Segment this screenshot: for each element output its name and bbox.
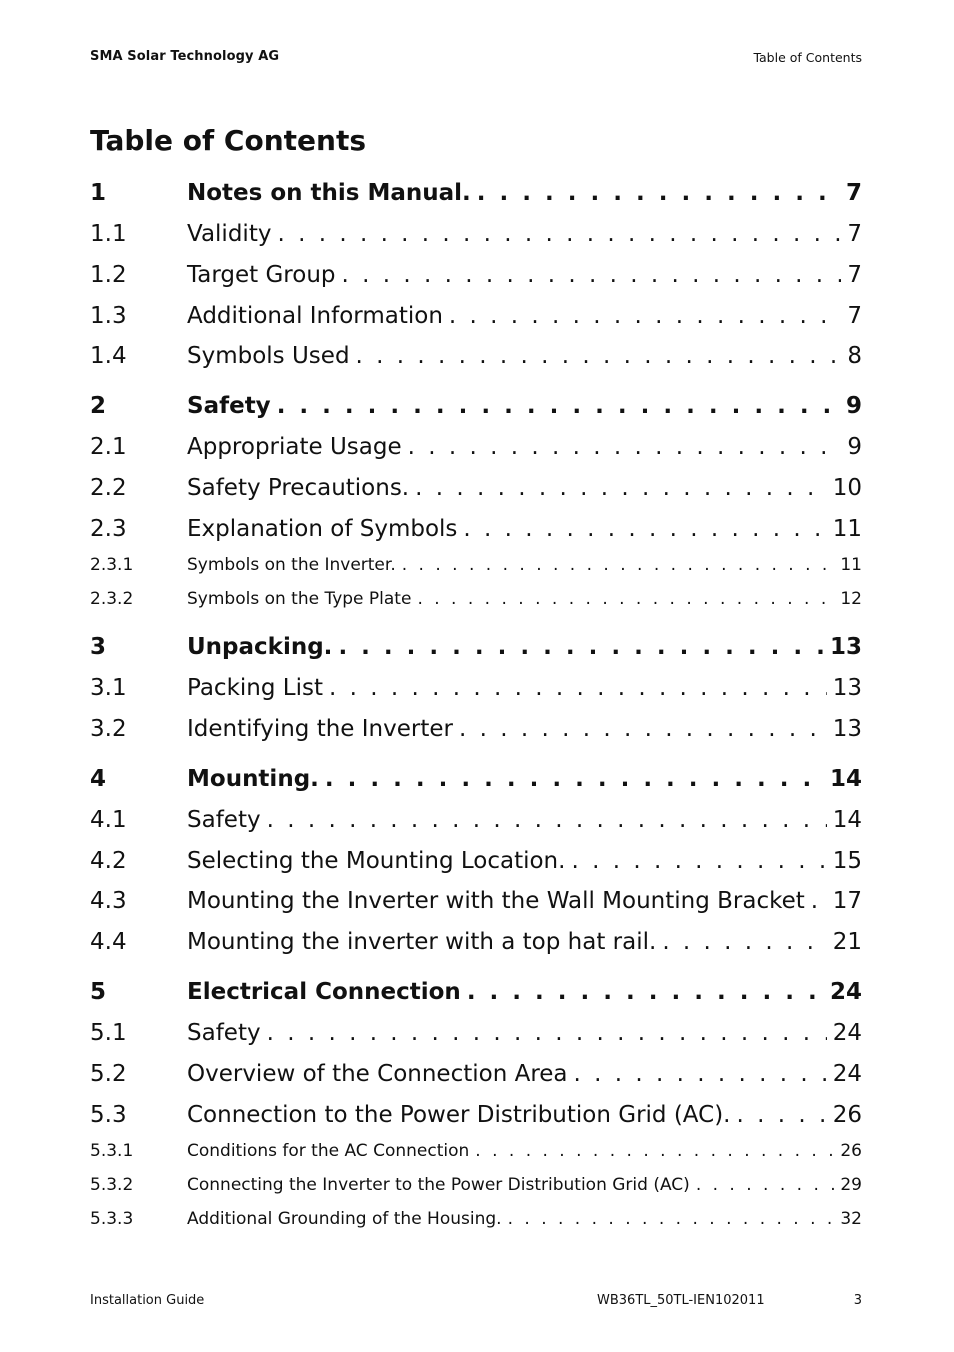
- toc-dot-leader: [277, 393, 840, 419]
- company-name: SMA Solar Technology AG: [90, 49, 280, 64]
- toc-entry-title: Mounting the inverter with a top hat rail.: [187, 929, 657, 955]
- toc-entry-page: 29: [840, 1175, 862, 1195]
- toc-entry-page: 11: [832, 516, 862, 542]
- toc-entry-page: 11: [840, 555, 862, 575]
- toc-entry-number: 4.3: [90, 888, 127, 914]
- toc-entry-number: 1.4: [90, 343, 127, 369]
- toc-entry-title: Overview of the Connection Area: [187, 1061, 568, 1087]
- toc-entry-number: 1.1: [90, 221, 127, 247]
- toc-dot-leader: [338, 634, 824, 660]
- toc-entry-number: 5.3: [90, 1102, 127, 1128]
- toc-entry-title: Target Group: [187, 262, 336, 288]
- toc-entry-page: 14: [829, 766, 862, 792]
- toc-entry-number: 3: [90, 634, 107, 660]
- toc-entry-page: 13: [832, 716, 862, 742]
- toc-entry-title: Safety: [187, 393, 271, 419]
- toc-entry-page: 26: [832, 1102, 862, 1128]
- toc-entry-number: 2.3.2: [90, 589, 134, 609]
- toc-entry-2-3-1[interactable]: [90, 555, 862, 575]
- toc-entry-4-4[interactable]: [90, 929, 862, 955]
- toc-entry-page: 32: [840, 1209, 862, 1229]
- toc-entry-4-2[interactable]: [90, 848, 862, 874]
- toc-entry-5-3-3[interactable]: [90, 1209, 862, 1229]
- toc-dot-leader: [571, 848, 826, 874]
- toc-entry-5[interactable]: [90, 979, 862, 1005]
- toc-entry-2-3[interactable]: [90, 516, 862, 542]
- toc-entry-1-2[interactable]: [90, 262, 862, 288]
- toc-entry-2-2[interactable]: [90, 475, 862, 501]
- footer-page-number: 3: [853, 1293, 862, 1308]
- toc-entry-page: 9: [845, 393, 862, 419]
- toc-entry-page: 7: [847, 221, 862, 247]
- toc-entry-page: 24: [832, 1020, 862, 1046]
- toc-dot-leader: [662, 929, 826, 955]
- toc-entry-number: 5: [90, 979, 107, 1005]
- toc-entry-title: Connecting the Inverter to the Power Distribution Grid (AC): [187, 1175, 690, 1195]
- toc-entry-5-3[interactable]: [90, 1102, 862, 1128]
- toc-entry-number: 4.4: [90, 929, 127, 955]
- toc-entry-title: Safety: [187, 807, 261, 833]
- toc-entry-page: 8: [847, 343, 862, 369]
- toc-entry-2-1[interactable]: [90, 434, 862, 460]
- header-section-title: Table of Contents: [753, 50, 862, 65]
- toc-entry-title: Electrical Connection: [187, 979, 461, 1005]
- toc-dot-leader: [467, 979, 824, 1005]
- toc-entry-1-1[interactable]: [90, 221, 862, 247]
- toc-dot-leader: [329, 675, 827, 701]
- toc-dot-leader: [267, 807, 827, 833]
- toc-entry-number: 5.1: [90, 1020, 127, 1046]
- toc-entry-number: 1.3: [90, 303, 127, 329]
- toc-entry-5-3-1[interactable]: [90, 1141, 862, 1161]
- toc-dot-leader: [415, 475, 827, 501]
- toc-dot-leader: [696, 1175, 835, 1195]
- toc-dot-leader: [477, 180, 840, 206]
- toc-dot-leader: [449, 303, 841, 329]
- toc-dot-leader: [736, 1102, 826, 1128]
- toc-dot-leader: [342, 262, 842, 288]
- toc-entry-title: Additional Grounding of the Housing.: [187, 1209, 502, 1229]
- toc-entry-number: 3.2: [90, 716, 127, 742]
- toc-entry-5-3-2[interactable]: [90, 1175, 862, 1195]
- toc-entry-4-1[interactable]: [90, 807, 862, 833]
- toc-dot-leader: [267, 1020, 827, 1046]
- toc-entry-page: 14: [832, 807, 862, 833]
- toc-entry-number: 5.3.1: [90, 1141, 134, 1161]
- toc-entry-1-4[interactable]: [90, 343, 862, 369]
- toc-entry-number: 4: [90, 766, 107, 792]
- toc-entry-number: 3.1: [90, 675, 127, 701]
- toc-entry-page: 7: [845, 180, 862, 206]
- toc-entry-title: Connection to the Power Distribution Grid (AC).: [187, 1102, 731, 1128]
- toc-entry-number: 2.3: [90, 516, 127, 542]
- toc-entry-title: Additional Information: [187, 303, 443, 329]
- toc-entry-5-1[interactable]: [90, 1020, 862, 1046]
- toc-entry-title: Packing List: [187, 675, 323, 701]
- toc-entry-page: 21: [832, 929, 862, 955]
- toc-entry-5-2[interactable]: [90, 1061, 862, 1087]
- toc-entry-title: Validity: [187, 221, 272, 247]
- page-title: Table of Contents: [90, 124, 367, 157]
- toc-dot-leader: [356, 343, 842, 369]
- toc-dot-leader: [475, 1141, 834, 1161]
- toc-entry-page: 24: [832, 1061, 862, 1087]
- toc-entry-title: Notes on this Manual.: [187, 180, 471, 206]
- toc-entry-title: Explanation of Symbols: [187, 516, 458, 542]
- toc-entry-page: 24: [829, 979, 862, 1005]
- toc-entry-title: Symbols Used: [187, 343, 350, 369]
- toc-entry-title: Identifying the Inverter: [187, 716, 453, 742]
- toc-dot-leader: [408, 434, 842, 460]
- toc-entry-page: 15: [832, 848, 862, 874]
- toc-entry-3-2[interactable]: [90, 716, 862, 742]
- toc-entry-3-1[interactable]: [90, 675, 862, 701]
- toc-dot-leader: [574, 1061, 827, 1087]
- toc-entry-page: 10: [832, 475, 862, 501]
- toc-dot-leader: [459, 716, 827, 742]
- footer-doc-code: WB36TL_50TL-IEN102011: [597, 1293, 765, 1308]
- toc-entry-number: 4.2: [90, 848, 127, 874]
- toc-entry-number: 5.3.2: [90, 1175, 134, 1195]
- toc-entry-number: 2.1: [90, 434, 127, 460]
- toc-entry-title: Conditions for the AC Connection: [187, 1141, 470, 1161]
- toc-entry-4[interactable]: [90, 766, 862, 792]
- toc-entry-2[interactable]: [90, 393, 862, 419]
- toc-entry-page: 7: [847, 262, 862, 288]
- toc-entry-number: 2: [90, 393, 107, 419]
- toc-entry-number: 1: [90, 180, 107, 206]
- toc-entry-title: Selecting the Mounting Location.: [187, 848, 566, 874]
- toc-entry-title: Mounting the Inverter with the Wall Mounting Bracket: [187, 888, 805, 914]
- toc-entry-page: 13: [829, 634, 862, 660]
- toc-entry-3[interactable]: [90, 634, 862, 660]
- toc-dot-leader: [325, 766, 824, 792]
- toc-entry-title: Unpacking.: [187, 634, 333, 660]
- toc-entry-number: 4.1: [90, 807, 127, 833]
- toc-entry-number: 2.2: [90, 475, 127, 501]
- toc-entry-4-3[interactable]: [90, 888, 862, 914]
- toc-dot-leader: [417, 589, 834, 609]
- toc-entry-1-3[interactable]: [90, 303, 862, 329]
- toc-dot-leader: [463, 516, 826, 542]
- toc-entry-page: 12: [840, 589, 862, 609]
- toc-entry-page: 9: [847, 434, 862, 460]
- toc-entry-number: 5.2: [90, 1061, 127, 1087]
- toc-entry-1[interactable]: [90, 180, 862, 206]
- toc-dot-leader: [508, 1209, 835, 1229]
- toc-entry-number: 1.2: [90, 262, 127, 288]
- toc-entry-page: 17: [832, 888, 862, 914]
- toc-entry-title: Symbols on the Type Plate: [187, 589, 412, 609]
- footer-doc-type: Installation Guide: [90, 1293, 205, 1308]
- toc-entry-title: Safety: [187, 1020, 261, 1046]
- toc-entry-title: Safety Precautions.: [187, 475, 410, 501]
- toc-entry-page: 13: [832, 675, 862, 701]
- toc-entry-number: 2.3.1: [90, 555, 134, 575]
- toc-entry-title: Mounting.: [187, 766, 319, 792]
- toc-entry-page: 26: [840, 1141, 862, 1161]
- toc-dot-leader: [811, 888, 827, 914]
- toc-entry-number: 5.3.3: [90, 1209, 134, 1229]
- toc-entry-title: Appropriate Usage: [187, 434, 402, 460]
- toc-dot-leader: [402, 555, 835, 575]
- toc-dot-leader: [277, 221, 841, 247]
- toc-entry-page: 7: [847, 303, 862, 329]
- toc-entry-title: Symbols on the Inverter.: [187, 555, 396, 575]
- toc-entry-2-3-2[interactable]: [90, 589, 862, 609]
